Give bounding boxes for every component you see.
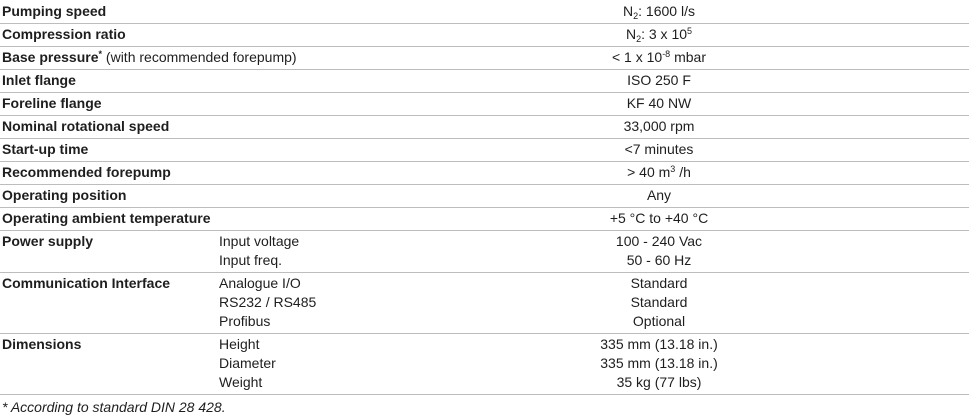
param-label: Communication Interface [0, 273, 218, 334]
row-dimensions [0, 334, 969, 395]
param-value [519, 231, 969, 273]
sub-label: Analogue I/O [219, 275, 301, 291]
row-pumping-speed [0, 1, 969, 24]
param-label: Foreline flange [0, 93, 218, 116]
sub-value: 335 mm (13.18 in.) [600, 355, 718, 371]
row-operating-position [0, 185, 969, 208]
row-inlet-flange [0, 70, 969, 93]
param-value [519, 334, 969, 395]
row-compression-ratio [0, 24, 969, 47]
sub-label: Profibus [219, 313, 271, 329]
sub-label: Weight [219, 374, 263, 390]
sub-label: Height [219, 336, 260, 352]
param-sub [218, 116, 519, 139]
row-ambient-temperature [0, 208, 969, 231]
sub-value: 335 mm (13.18 in.) [600, 336, 718, 352]
param-label: Compression ratio [0, 24, 218, 47]
row-recommended-forepump [0, 162, 969, 185]
row-communication-interface [0, 273, 969, 334]
sub-value: Standard [630, 294, 688, 310]
param-value: > 40 $m^3$ /h [519, 162, 969, 185]
row-base-pressure [0, 47, 969, 70]
param-label: Dimensions [0, 334, 218, 395]
sub-value: 35 kg (77 lbs) [616, 374, 702, 390]
row-startup-time [0, 139, 969, 162]
row-power-supply [0, 231, 969, 273]
param-sub [218, 273, 519, 334]
param-value: $N_2$: 3 x $10^5$ [519, 24, 969, 47]
param-value: Any [519, 185, 969, 208]
param-label: Nominal rotational speed [0, 116, 218, 139]
sub-value: 50 - 60 Hz [626, 252, 692, 268]
param-value: $N_2$: 1600 l/s [519, 1, 969, 24]
param-sub [218, 334, 519, 395]
param-sub [218, 1, 519, 24]
sub-label: RS232 / RS485 [219, 294, 317, 310]
sub-label: Input freq. [219, 252, 283, 268]
param-label: Power supply [0, 231, 218, 273]
param-value: +5 °C to +40 °C [519, 208, 969, 231]
param-label: Pumping speed [0, 1, 218, 24]
param-label: Operating ambient temperature [0, 208, 218, 231]
param-label: Inlet flange [0, 70, 218, 93]
param-label: Base pressure* (with recommended forepump) [0, 47, 218, 70]
param-sub [218, 70, 519, 93]
sub-label: Diameter [219, 355, 276, 371]
param-value: < 1 x $10^{-8}$ mbar [519, 47, 969, 70]
param-value: ISO 250 F [519, 70, 969, 93]
param-sub [218, 162, 519, 185]
param-value: <7 minutes [519, 139, 969, 162]
param-value [519, 273, 969, 334]
param-sub [218, 93, 519, 116]
param-label: Recommended forepump [0, 162, 218, 185]
spec-table [0, 1, 969, 395]
row-rotational-speed [0, 116, 969, 139]
footnote: * According to standard DIN 28 428. [2, 399, 226, 415]
param-sub [218, 185, 519, 208]
sub-value: 100 - 240 Vac [615, 233, 703, 249]
param-sub [218, 24, 519, 47]
row-foreline-flange [0, 93, 969, 116]
param-value: 33,000 rpm [519, 116, 969, 139]
param-label: Start-up time [0, 139, 218, 162]
sub-value: Standard [630, 275, 688, 291]
sub-value: Optional [632, 313, 686, 329]
param-note: (with recommended forepump) [102, 49, 297, 65]
param-sub [218, 139, 519, 162]
param-sub [218, 208, 519, 231]
param-sub [218, 231, 519, 273]
param-value: KF 40 NW [519, 93, 969, 116]
sub-label: Input voltage [219, 233, 300, 249]
param-label: Operating position [0, 185, 218, 208]
